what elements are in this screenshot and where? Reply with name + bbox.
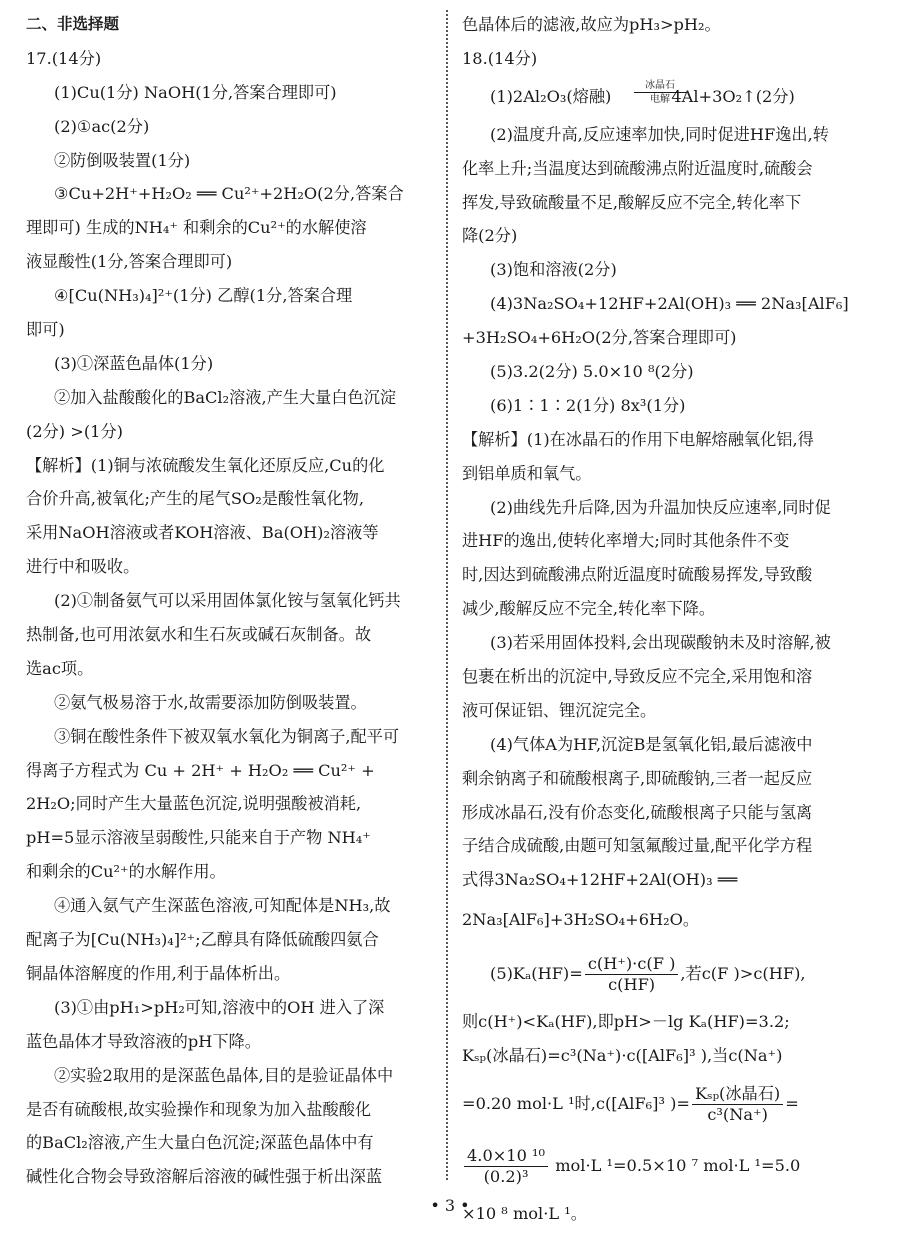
ksp-suffix: = — [785, 1094, 799, 1114]
analysis-line: ×10 ⁸ mol·L ¹。 — [462, 1204, 587, 1224]
column-divider — [446, 10, 448, 1180]
answer-line: 液显酸性(1分,答案合理即可) — [26, 252, 233, 272]
answer-line: +3H₂SO₄+6H₂O(2分,答案合理即可) — [462, 328, 737, 348]
answer-line: 降(2分) — [462, 226, 518, 246]
analysis-line: 时,因达到硫酸沸点附近温度时硫酸易挥发,导致酸 — [462, 565, 813, 585]
section-heading: 二、非选择题 — [26, 15, 120, 33]
analysis-line: (2)①制备氨气可以采用固体氯化铵与氢氧化钙共 — [54, 591, 401, 611]
equation-left-side: (1)2Al₂O₃(熔融) — [490, 86, 612, 106]
reaction-condition — [634, 80, 686, 105]
analysis-line: 减少,酸解反应不完全,转化率下降。 — [462, 599, 716, 619]
question-18-header: 18.(14分) — [462, 48, 538, 68]
answer-line: 理即可) 生成的NH₄⁺ 和剩余的Cu²⁺的水解使溶 — [26, 218, 367, 238]
result-denominator: (0.2)³ — [483, 1167, 529, 1187]
result-numerator: 4.0×10 ¹⁰ — [464, 1146, 548, 1167]
analysis-line: (4)气体A为HF,沉淀B是氢氧化铝,最后滤液中 — [490, 734, 813, 754]
answer-line: (5)3.2(2分) 5.0×10 ⁸(2分) — [490, 362, 694, 382]
answer-line: (2)温度升高,反应速率加快,同时促进HF逸出,转 — [490, 124, 829, 144]
analysis-line: 配离子为[Cu(NH₃)₄]²⁺;乙醇具有降低硫酸四氨合 — [26, 930, 379, 950]
analysis-line: 和剩余的Cu²⁺的水解作用。 — [26, 862, 226, 882]
answer-line: (1)Cu(1分) NaOH(1分,答案合理即可) — [54, 82, 337, 102]
analysis-line: 的BaCl₂溶液,产生大量白色沉淀;深蓝色晶体中有 — [26, 1133, 374, 1153]
analysis-line: 选ac项。 — [26, 658, 94, 678]
analysis-line: 是否有硫酸根,故实验操作和现象为加入盐酸酸化 — [26, 1099, 372, 1119]
ksp-fraction — [692, 1084, 783, 1125]
ksp-numerator: Kₛₚ(冰晶石) — [692, 1084, 783, 1105]
analysis-line: 进行中和吸收。 — [26, 557, 140, 577]
answer-line: 化率上升;当温度达到硫酸沸点附近温度时,硫酸会 — [462, 158, 813, 178]
left-column — [26, 8, 434, 1194]
analysis-line: (3)①由pH₁>pH₂可知,溶液中的OH 进入了深 — [54, 997, 385, 1017]
analysis-line: ④通入氨气产生深蓝色溶液,可知配体是NH₃,故 — [54, 896, 391, 916]
analysis-line: 蓝色晶体才导致溶液的pH下降。 — [26, 1031, 261, 1051]
answer-line: (2分) >(1分) — [26, 421, 123, 441]
analysis-line: 【解析】(1)铜与浓硫酸发生氧化还原反应,Cu的化 — [26, 455, 385, 475]
analysis-line: 热制备,也可用浓氨水和生石灰或碱石灰制备。故 — [26, 625, 372, 645]
analysis-line: pH=5显示溶液呈弱酸性,只能来自于产物 NH₄⁺ — [26, 828, 371, 848]
result-expression — [462, 1135, 870, 1197]
result-fraction — [464, 1146, 548, 1187]
ksp-prefix: =0.20 mol·L ¹时,c([AlF₆]³ )= — [462, 1094, 691, 1114]
answer-line: (2)①ac(2分) — [54, 116, 150, 136]
answer-line: 挥发,导致硫酸量不足,酸解反应不完全,转化率下 — [462, 192, 802, 212]
analysis-line: 包裹在析出的沉淀中,导致反应不完全,采用饱和溶 — [462, 667, 813, 687]
result-suffix: mol·L ¹=0.5×10 ⁷ mol·L ¹=5.0 — [555, 1156, 801, 1176]
ka-prefix: (5)Kₐ(HF)= — [490, 964, 583, 984]
analysis-line: 合价升高,被氧化;产生的尾气SO₂是酸性氧化物, — [26, 489, 364, 509]
answer-line: 色晶体后的滤液,故应为pH₃>pH₂。 — [462, 15, 721, 34]
answer-line: ③Cu+2H⁺+H₂O₂ ══ Cu²⁺+2H₂O(2分,答案合 — [54, 184, 404, 204]
analysis-line: 铜晶体溶解度的作用,利于晶体析出。 — [26, 963, 291, 983]
electrolysis-equation — [462, 76, 870, 118]
analysis-line: (3)若采用固体投料,会出现碳酸钠未及时溶解,被 — [490, 633, 831, 653]
ka-numerator: c(H⁺)·c(F ) — [585, 954, 679, 975]
answer-line: 即可) — [26, 320, 65, 340]
answer-line: (6)1∶1∶2(1分) 8x³(1分) — [490, 395, 686, 415]
answer-line: (4)3Na₂SO₄+12HF+2Al(OH)₃ ══ 2Na₃[AlF₆] — [490, 294, 849, 314]
analysis-line: 进HF的逸出,使转化率增大;同时其他条件不变 — [462, 531, 790, 551]
answer-line: (3)饱和溶液(2分) — [490, 260, 617, 280]
equation-arrow — [634, 92, 686, 93]
analysis-line: 得离子方程式为 Cu + 2H⁺ + H₂O₂ ══ Cu²⁺ + — [26, 760, 375, 780]
ksp-denominator: c³(Na⁺) — [707, 1105, 768, 1125]
analysis-line: 形成冰晶石,没有价态变化,硫酸根离子只能与氢离 — [462, 802, 813, 822]
analysis-line: 液可保证铝、锂沉淀完全。 — [462, 700, 657, 720]
analysis-line: ②氨气极易溶于水,故需要添加防倒吸装置。 — [54, 692, 367, 712]
analysis-line: 2H₂O;同时产生大量蓝色沉淀,说明强酸被消耗, — [26, 794, 362, 814]
answer-line: (3)①深蓝色晶体(1分) — [54, 353, 214, 373]
ksp-expression — [462, 1073, 870, 1135]
analysis-line: 则c(H⁺)<Kₐ(HF),即pH>－lg Kₐ(HF)=3.2; — [462, 1012, 790, 1032]
analysis-line: ②实验2取用的是深蓝色晶体,目的是验证晶体中 — [54, 1065, 394, 1085]
analysis-line: 采用NaOH溶液或者KOH溶液、Ba(OH)₂溶液等 — [26, 523, 379, 543]
ka-suffix: ,若c(F )>c(HF), — [680, 964, 806, 984]
ka-fraction — [585, 954, 679, 995]
ka-expression — [462, 943, 870, 1005]
analysis-line: ③铜在酸性条件下被双氧水氧化为铜离子,配平可 — [54, 726, 400, 746]
right-column — [462, 8, 870, 1231]
analysis-line: 子结合成硫酸,由题可知氢氟酸过量,配平化学方程 — [462, 836, 813, 856]
answer-line: ②防倒吸装置(1分) — [54, 150, 191, 170]
analysis-line: 式得3Na₂SO₄+12HF+2Al(OH)₃ ══ — [462, 870, 738, 890]
page-number: • 3 • — [430, 1196, 470, 1215]
answer-line: ④[Cu(NH₃)₄]²⁺(1分) 乙醇(1分,答案合理 — [54, 286, 353, 306]
equation-right-side: 4Al+3O₂↑(2分) — [671, 86, 795, 106]
analysis-line: 【解析】(1)在冰晶石的作用下电解熔融氧化铝,得 — [462, 429, 814, 449]
analysis-line: Kₛₚ(冰晶石)=c³(Na⁺)·c([AlF₆]³ ),当c(Na⁺) — [462, 1046, 783, 1066]
analysis-line: (2)曲线先升后降,因为升温加快反应速率,同时促 — [490, 497, 831, 517]
ka-denominator: c(HF) — [608, 975, 656, 995]
analysis-line: 2Na₃[AlF₆]+3H₂SO₄+6H₂O。 — [462, 910, 700, 930]
analysis-line: 碱性化合物会导致溶解后溶液的碱性强于析出深蓝 — [26, 1167, 383, 1187]
condition-electrolysis: 电解 — [650, 93, 670, 105]
answer-line: ②加入盐酸酸化的BaCl₂溶液,产生大量白色沉淀 — [54, 387, 397, 407]
question-17-header: 17.(14分) — [26, 48, 102, 68]
analysis-line: 到铝单质和氧气。 — [462, 463, 592, 483]
analysis-line: 剩余钠离子和硫酸根离子,即硫酸钠,三者一起反应 — [462, 768, 813, 788]
condition-catalyst: 冰晶石 — [645, 79, 675, 91]
